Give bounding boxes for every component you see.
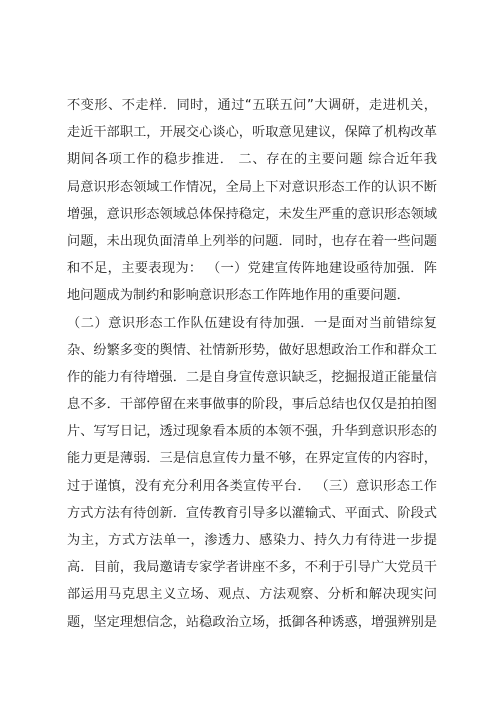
text-line: 高．目前，我局邀请专家学者讲座不多，不利于引导广大党员干 [67, 560, 437, 576]
text-line: 和不足，主要表现为： （一）党建宣传阵地建设亟待加强．阵 [67, 261, 437, 277]
text-line: （二）意识形态工作队伍建设有待加强．一是面对当前错综复 [67, 315, 437, 331]
text-line: 走近干部职工，开展交心谈心，听取意见建议，保障了机构改革 [67, 125, 437, 141]
text-line: 题，坚定理想信念，站稳政治立场，抵御各种诱惑，增强辨别是 [67, 614, 437, 630]
text-line: 不变形、不走样．同时，通过“五联五问”大调研，走进机关， [67, 98, 437, 113]
text-line: 局意识形态领域工作情况，全局上下对意识形态工作的认识不断 [67, 179, 437, 195]
text-line: 过于谨慎，没有充分利用各类宣传平台． （三）意识形态工作 [67, 478, 437, 494]
text-line: 息不多．干部停留在来事做事的阶段，事后总结也仅仅是拍拍图 [67, 397, 437, 413]
text-line: 问题，未出现负面清单上列举的问题．同时，也存在着一些问题 [67, 233, 437, 249]
text-line: 杂、纷繁多变的舆情、社情新形势，做好思想政治工作和群众工 [67, 342, 437, 358]
body-text [67, 92, 437, 636]
text-line: 期间各项工作的稳步推进． 二、存在的主要问题 综合近年我 [67, 152, 437, 168]
text-line: 作的能力有待增强．二是自身宣传意识缺乏，挖掘报道正能量信 [67, 369, 437, 385]
text-line: 片、写写日记，透过现象看本质的本领不强，升华到意识形态的 [67, 424, 437, 440]
text-line: 方式方法有待创新．宣传教育引导多以灌输式、平面式、阶段式 [67, 505, 437, 521]
text-line: 为主，方式方法单一，渗透力、感染力、持久力有待进一步提 [67, 533, 437, 548]
text-line: 增强，意识形态领域总体保持稳定，未发生严重的意识形态领域 [67, 206, 437, 222]
text-line: 部运用马克思主义立场、观点、方法观察、分析和解决现实问 [67, 587, 437, 603]
text-line: 地问题成为制约和影响意识形态工作阵地作用的重要问题． [67, 288, 410, 304]
text-line: 能力更是薄弱．三是信息宣传力量不够，在界定宣传的内容时， [67, 451, 437, 467]
